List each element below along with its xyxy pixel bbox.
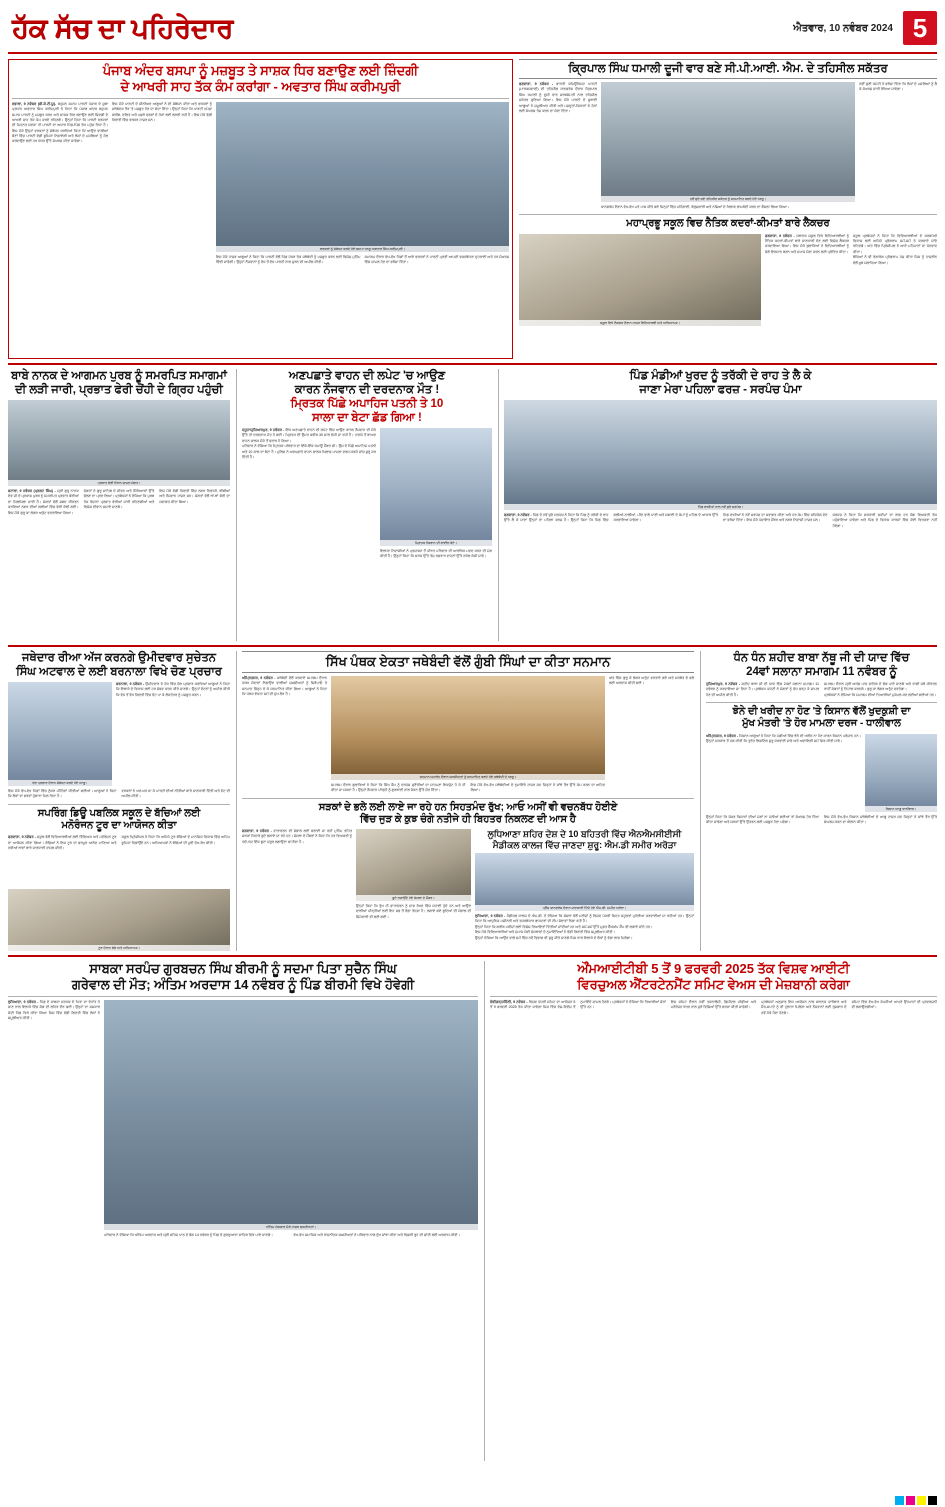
school-trip-body: ਸਕੂਲ ਵੱਲੋਂ ਵਿਦਿਆਰਥੀਆਂ ਲਈ ਵਿੱਦਿਅਕ ਅਤੇ ਮਨੋਰੰਜਨ ਟੂਰ ਦਾ ਆਯੋਜਨ ਕੀਤਾ ਗਿਆ। ਬੱਚਿਆਂ ਨੇ ਇਸ ਟੂਰ ਦਾ ਭਰਪੂਰ ਆਨੰਦ ਮਾਣਿਆ ਅਤੇ ਨਵੀਆਂ ਥਾਵਾਂ ਬਾਰੇ ਜਾਣਕਾਰੀ ਹਾਸਲ ਕੀਤੀ। (8, 835, 117, 850)
election-body: ਉਮੀਦਵਾਰ ਦੇ ਹੱਕ ਵਿੱਚ ਚੋਣ ਪ੍ਰਚਾਰ ਕਰਦਿਆਂ ਆਗੂਆਂ ਨੇ ਕਿਹਾ ਕਿ ਇਲਾਕੇ ਦੇ ਵਿਕਾਸ ਲਈ ਹਰ ਸੰਭਵ ਯਤਨ ਕੀਤੇ ਜਾਣਗੇ। ਉਨ੍ਹਾਂ ਵੋਟਰਾਂ ਨੂੰ ਅਪੀਲ ਕੀਤੀ ਕਿ ਵੱਧ ਤੋਂ ਵੱਧ ਗਿਣਤੀ ਵਿੱਚ ਵੋਟ ਪਾ ਕੇ ਲੋਕਤੰਤਰ ਨੂੰ ਮਜ਼ਬੂਤ ਕਰਨ। (116, 682, 231, 697)
election-photo (8, 682, 112, 786)
lead-story (8, 59, 513, 359)
accident-headline-line4: ਸਾਲਾ ਦਾ ਬੇਟਾ ਛੱਡ ਗਿਆ ! (312, 412, 422, 425)
masthead-right (793, 11, 937, 45)
section-row-3 (8, 651, 937, 951)
school-lecture-headline: ਮਹਾਪ੍ਰਭੂ ਸਕੂਲ ਵਿਚ ਨੈਤਿਕ ਕਦਰਾਂ-ਕੀਮਤਾਂ ਬਾਰੇ ਲੈਕਚਰ (626, 218, 830, 230)
lead-text-col-2 (112, 102, 212, 355)
nanak-body2: ਸੰਗਤਾਂ ਨੇ ਗੁਰੂ ਸਾਹਿਬ ਦੇ ਜੀਵਨ ਅਤੇ ਸਿੱਖਿਆਵਾਂ ਉੱਤੇ ਚੱਲਣ ਦਾ ਪ੍ਰਣ ਲਿਆ। ਪ੍ਰਬੰਧਕਾਂ ਨੇ ਦੱਸਿਆ ਕਿ ਪੁਰਬ ਤੱਕ ਰੋਜ਼ਾਨਾ ਪ੍ਰਭਾਤ ਫੇਰੀਆਂ ਜਾਰੀ ਰਹਿਣਗੀਆਂ ਅਤੇ ਵਿਸ਼ੇਸ਼ ਦੀਵਾਨ ਸਜਾਏ ਜਾਣਗੇ। (83, 489, 155, 510)
roads-dateline: ਫਗਵਾੜਾ, 9 ਨਵੰਬਰ - (242, 829, 272, 834)
summit-headline-line2: ਵਿਰਚੁਅਲ ਐਂਟਰਟੇਨਮੈਂਟ ਸਮਿਟ ਵੇਅਸ ਦੀ ਮੇਜ਼ਬਾਨੀ ਕਰੇਗਾ (577, 976, 850, 992)
medical-photo (475, 853, 694, 911)
top-right-body: ਭਾਰਤੀ ਕਮਿਊਨਿਸਟ ਪਾਰਟੀ (ਮਾਰਕਸਵਾਦੀ) ਦੀ ਤਹਿਸੀਲ ਕਾਨਫਰੰਸ ਦੌਰਾਨ ਕ੍ਰਿਪਾਲ ਸਿੰਘ ਧਮਾਲੀ ਨੂੰ ਦੂਜੀ ਵਾਰ ਸਰਬਸੰਮਤੀ ਨਾਲ ਤਹਿਸੀਲ ਸਕੱਤਰ ਚੁਣਿਆ ਗਿਆ। ਇਸ ਮੌਕੇ ਪਾਰਟੀ ਦੇ ਸੂਬਾਈ ਆਗੂਆਂ ਨੇ ਸ਼ਮੂਲੀਅਤ ਕੀਤੀ ਅਤੇ ਮਜ਼ਦੂਰਾਂ-ਕਿਸਾਨਾਂ ਦੇ ਹੱਕਾਂ ਲਈ ਸੰਘਰਸ਼ ਤੇਜ਼ ਕਰਨ ਦਾ ਸੱਦਾ ਦਿੱਤਾ। (519, 82, 598, 113)
medical-photo-caption: ਪ੍ਰੈੱਸ ਕਾਨਫਰੰਸ ਦੌਰਾਨ ਜਾਣਕਾਰੀ ਦਿੰਦੇ ਹੋਏ ਐਮ.ਡੀ. ਸਮੀਰ ਅਰੋੜਾ। (475, 905, 694, 911)
martyr-body3: ਪ੍ਰਬੰਧਕਾਂ ਨੇ ਦੱਸਿਆ ਕਿ ਸਮਾਗਮ ਦੀਆਂ ਤਿਆਰੀਆਂ ਮੁਕੰਮਲ ਕਰ ਲਈਆਂ ਗਈਆਂ ਹਨ। (824, 692, 937, 697)
accident-body2: ਪਰਿਵਾਰ ਨੇ ਦੱਸਿਆ ਕਿ ਮ੍ਰਿਤਕ ਪਰਿਵਾਰ ਦਾ ਇੱਕੋ-ਇੱਕ ਕਮਾਊ ਮੈਂਬਰ ਸੀ। ਉਸ ਦੇ ਪਿੱਛੇ ਅਪਾਹਿਜ ਪਤਨੀ ਅਤੇ 10 ਸਾਲ ਦਾ ਬੇਟਾ ਹੈ। ਪੁਲਿਸ ਨੇ ਅਣਪਛਾਤੇ ਵਾਹਨ ਚਾਲਕ ਖ਼ਿਲਾਫ਼ ਮਾਮਲਾ ਦਰਜ ਕਰਕੇ ਜਾਂਚ ਸ਼ੁਰੂ ਕਰ ਦਿੱਤੀ ਹੈ। (242, 444, 376, 460)
nanak-photo (8, 400, 230, 486)
nanak-photo-caption: ਪ੍ਰਭਾਤ ਫੇਰੀ ਦੌਰਾਨ ਸ਼ਾਮਲ ਸੰਗਤ। (8, 480, 230, 486)
election-body3: ਵਰਕਰਾਂ ਨੇ ਘਰ-ਘਰ ਜਾ ਕੇ ਪਾਰਟੀ ਦੀਆਂ ਨੀਤੀਆਂ ਬਾਰੇ ਜਾਣਕਾਰੀ ਦਿੱਤੀ ਅਤੇ ਵੋਟ ਦੀ ਅਪੀਲ ਕੀਤੀ। (121, 789, 230, 799)
page-number-badge: 5 (903, 11, 937, 45)
section-row-4 (8, 961, 937, 1461)
top-right-headline: ਕ੍ਰਿਪਾਲ ਸਿੰਘ ਧਮਾਲੀ ਦੂਜੀ ਵਾਰ ਬਣੇ ਸੀ.ਪੀ.ਆਈ. ਐਮ. ਦੇ ਤਹਿਸੀਲ ਸਕੱਤਰ (519, 59, 937, 79)
election-story (8, 651, 230, 951)
top-right-photo-caption: ਨਵੇਂ ਚੁਣੇ ਗਏ ਤਹਿਸੀਲ ਸਕੱਤਰ ਨੂੰ ਸਨਮਾਨਿਤ ਕਰਦੇ ਹੋਏ ਆਗੂ। (601, 196, 855, 202)
roads-headline-2: ਵਿੱਚ ਜੁੜ ਕੇ ਕੁਝ ਚੰਗੇ ਨਤੀਜੇ ਹੀ ਬਿਹਤਰ ਨਿਕਲਣ ਦੀ ਆਸ ਹੈ (360, 813, 576, 825)
top-right-body3: ਨਵੀਂ ਚੁਣੀ ਕਮੇਟੀ ਨੇ ਭਰੋਸਾ ਦਿੱਤਾ ਕਿ ਲੋਕਾਂ ਦੇ ਮਸਲਿਆਂ ਨੂੰ ਲੈ ਕੇ ਸੰਘਰਸ਼ ਜਾਰੀ ਰੱਖਿਆ ਜਾਵੇਗਾ। (859, 82, 937, 92)
nanak-headline-line1: ਬਾਬੇ ਨਾਨਕ ਦੇ ਆਗਮਨ ਪੁਰਬ ਨੂੰ ਸਮਰਪਿਤ ਸਮਾਗਮਾਂ (11, 370, 227, 382)
election-body2: ਇਸ ਮੌਕੇ ਵੱਖ-ਵੱਖ ਪਿੰਡਾਂ ਵਿੱਚ ਨੁੱਕੜ ਮੀਟਿੰਗਾਂ ਕੀਤੀਆਂ ਗਈਆਂ। ਆਗੂਆਂ ਨੇ ਕਿਹਾ ਕਿ ਲੋਕਾਂ ਦਾ ਭਰਵਾਂ ਹੁੰਗਾਰਾ ਮਿਲ ਰਿਹਾ ਹੈ। (8, 789, 117, 799)
martyr-dateline: ਹੁਸ਼ਿਆਰਪੁਰ, 9 ਨਵੰਬਰ - (706, 682, 741, 687)
nanak-headline-line2: ਦੀ ਲੜੀ ਜਾਰੀ, ਪ੍ਰਭਾਤ ਫੇਰੀ ਚੋਂਹੀ ਦੇ ਗ੍ਰਿਹ ਪਹੁੰਚੀ (15, 384, 223, 397)
school-lecture-body3: ਬੱਚਿਆਂ ਨੇ ਵੀ ਰੰਗਾਰੰਗ ਪ੍ਰੋਗਰਾਮ ਪੇਸ਼ ਕੀਤਾ ਜਿਸ ਨੂੰ ਹਾਜ਼ਰੀਨ ਵੱਲੋਂ ਖ਼ੂਬ ਸਲਾਹਿਆ ਗਿਆ। (853, 255, 937, 265)
summit-headline-line1: ਔਂਮਆਈਟੀਬੀ 5 ਤੋਂ 9 ਫਰਵਰੀ 2025 ਤੱਕ ਵਿਸ਼ਵ ਆਈਟੀ (577, 961, 850, 976)
section-row-2 (8, 369, 937, 641)
sikh-panth-body: ਜਥੇਬੰਦੀ ਵੱਲੋਂ ਕਰਵਾਏ ਸਮਾਗਮ ਦੌਰਾਨ ਪੰਥਕ ਸੇਵਾਵਾਂ ਨਿਭਾਉਣ ਵਾਲੀਆਂ ਸ਼ਖ਼ਸੀਅਤਾਂ ਨੂੰ ਸਿਰੋਪਾਓ ਤੇ ਸਨਮਾਨ ਚਿੰਨ੍ਹ ਦੇ ਕੇ ਸਨਮਾਨਿਤ ਕੀਤਾ ਗਿਆ। ਆਗੂਆਂ ਨੇ ਕਿਹਾ ਕਿ ਪੰਥਕ ਏਕਤਾ ਸਮੇਂ ਦੀ ਮੁੱਖ ਲੋੜ ਹੈ। (242, 675, 328, 697)
school-trip-photo-caption: ਟੂਰ ਦੌਰਾਨ ਬੱਚੇ ਅਤੇ ਅਧਿਆਪਕ। (8, 945, 230, 951)
lead-text-col-1 (12, 102, 108, 355)
nanak-body3: ਇਸ ਮੌਕੇ ਵੱਡੀ ਗਿਣਤੀ ਵਿੱਚ ਨਗਰ ਨਿਵਾਸੀ, ਬੀਬੀਆਂ ਅਤੇ ਨੌਜਵਾਨ ਹਾਜ਼ਰ ਸਨ। ਸੰਗਤਾਂ ਵੱਲੋਂ ਥਾਂ-ਥਾਂ ਫੇਰੀ ਦਾ ਸਵਾਗਤ ਕੀਤਾ ਗਿਆ। (159, 489, 230, 504)
color-registration-marks (895, 1496, 937, 1505)
election-headline-line2: ਸਿੰਘ ਅਟਵਾਲ ਦੇ ਲਈ ਬਰਨਾਲਾ ਵਿਖੇ ਚੋਣ ਪ੍ਰਚਾਰ (16, 666, 222, 679)
roads-body3: ਇਸ ਮੌਕੇ ਵਿਦਿਆਰਥੀਆਂ ਅਤੇ ਸਮਾਜ ਸੇਵੀ ਸੰਸਥਾਵਾਂ ਦੇ ਨੁਮਾਇੰਦਿਆਂ ਨੇ ਵੱਡੀ ਗਿਣਤੀ ਵਿੱਚ ਸ਼ਮੂਲੀਅਤ ਕੀਤੀ। (475, 930, 615, 935)
sikh-panth-story (236, 651, 694, 951)
accident-body: ਇੱਕ ਅਣਪਛਾਤੇ ਵਾਹਨ ਦੀ ਲਪੇਟ ਵਿੱਚ ਆਉਣ ਕਾਰਨ ਨੌਜਵਾਨ ਦੀ ਮੌਕੇ ਉੱਤੇ ਹੀ ਦਰਦਨਾਕ ਮੌਤ ਹੋ ਗਈ। ਮ੍ਰਿਤਕ ਦੀ ਉਮਰ ਕਰੀਬ 30 ਸਾਲ ਦੱਸੀ ਜਾ ਰਹੀ ਹੈ। ਹਾਦਸੇ ਤੋਂ ਬਾਅਦ ਵਾਹਨ ਚਾਲਕ ਮੌਕੇ ਤੋਂ ਫਰਾਰ ਹੋ ਗਿਆ। (242, 428, 377, 443)
top-right-body2: ਕਾਨਫਰੰਸ ਦੌਰਾਨ ਵੱਖ-ਵੱਖ ਮਤੇ ਪਾਸ ਕੀਤੇ ਗਏ ਜਿਨ੍ਹਾਂ ਵਿੱਚ ਮਹਿੰਗਾਈ, ਬੇਰੁਜ਼ਗਾਰੀ ਅਤੇ ਨਸ਼ਿਆਂ ਦੇ ਖਿਲਾਫ ਲਾਮਬੰਦੀ ਕਰਨ ਦਾ ਫੈਸਲਾ ਲਿਆ ਗਿਆ। (601, 205, 790, 210)
village-story (498, 369, 937, 641)
martyr-story (700, 651, 937, 951)
roads-photo (356, 829, 471, 901)
village-headline-line2: ਜਾਣਾ ਮੇਰਾ ਪਹਿਲਾ ਫਰਜ਼ - ਸਰਪੰਚ ਪੰਮਾ (639, 384, 802, 397)
obituary-headline-line2: ਗਰੇਵਾਲ ਦੀ ਮੌਤ; ਅੰਤਿਮ ਅਰਦਾਸ 14 ਨਵੰਬਰ ਨੂੰ ਪਿੰਡ ਬੀਰਮੀ ਵਿਖੇ ਹੋਵੇਗੀ (71, 976, 415, 992)
school-trip-headline-line1: ਸਪਰਿੰਗ ਡਿਊ ਪਬਲਿਕ ਸਕੂਲ ਦੇ ਬੱਚਿਆਂ ਲਈ (37, 807, 201, 819)
section-row-1 (8, 59, 937, 359)
sikh-panth-body4: ਅੰਤ ਵਿੱਚ ਗੁਰੂ ਕੇ ਲੰਗਰ ਅਤੁੱਟ ਵਰਤਾਏ ਗਏ ਅਤੇ ਸਰਬੱਤ ਦੇ ਭਲੇ ਲਈ ਅਰਦਾਸ ਕੀਤੀ ਗਈ। (609, 675, 694, 686)
village-headline-line1: ਪਿੰਡ ਮੰਡੀਆਂ ਖੁਰਦ ਨੂੰ ਤਰੱਕੀ ਦੇ ਰਾਹ ਤੇ ਲੈ ਕੇ (629, 370, 812, 382)
summit-dateline: ਚੰਡੀਗੜ੍ਹ/ਦਿੱਲੀ, 9 ਨਵੰਬਰ - (490, 999, 528, 1004)
election-dateline: ਬਰਨਾਲਾ, 9 ਨਵੰਬਰ - (116, 682, 145, 687)
school-trip-headline-line2: ਮਨੋਰੰਜਨ ਟੂਰ ਦਾ ਆਯੋਜਨ ਕੀਤਾ (61, 820, 177, 831)
medical-dateline: ਲੁਧਿਆਣਾ, 9 ਨਵੰਬਰ - (475, 913, 506, 918)
village-dateline: ਫਗਵਾੜਾ, 9 ਨਵੰਬਰ - (504, 513, 532, 518)
roads-body2: ਉਨ੍ਹਾਂ ਕਿਹਾ ਕਿ ਰੁੱਖ ਹੀ ਵਾਤਾਵਰਨ ਨੂੰ ਸਾਫ ਰੱਖਣ ਵਿੱਚ ਸਹਾਈ ਹੁੰਦੇ ਹਨ ਅਤੇ ਆਉਣ ਵਾਲੀਆਂ ਪੀੜ੍ਹੀਆਂ ਲਈ ਇਹ ਸਭ ਤੋਂ ਵੱਡਾ ਤੋਹਫ਼ਾ ਹੈ। ਲਗਾਏ ਗਏ ਬੂਟਿਆਂ ਦੀ ਸੰਭਾਲ ਦੀ ਜ਼ਿੰਮੇਵਾਰੀ ਵੀ ਲਈ ਗਈ। (356, 904, 471, 919)
roads-headline: ਸੜਕਾਂ ਦੇ ਭਲੇ ਲਈ ਲਾਏ ਜਾ ਰਹੇ ਹਨ ਸਿਹਤਮੰਦ ਰੁੱਖ; ਆਓ ਅਸੀਂ ਵੀ ਵਚਨਬੱਧ ਹੋਈਏ (318, 801, 618, 813)
farmers-photo-caption: ਕਿਸਾਨ ਆਗੂ ਧਾਲੀਵਾਲ। (865, 806, 937, 812)
accident-headline-line1: ਅਣਪਛਾਤੇ ਵਾਹਨ ਦੀ ਲਪੇਟ 'ਚ ਆਉਣ (288, 370, 446, 382)
school-lecture-body2: ਸਕੂਲ ਪ੍ਰਬੰਧਕਾਂ ਨੇ ਕਿਹਾ ਕਿ ਵਿਦਿਆਰਥੀਆਂ ਦੇ ਸਰਬਪੱਖੀ ਵਿਕਾਸ ਲਈ ਅਜਿਹੇ ਪ੍ਰੋਗਰਾਮ ਸਮੇਂ-ਸਮੇਂ ਤੇ ਕਰਵਾਏ ਜਾਂਦੇ ਰਹਿਣਗੇ। ਅੰਤ ਵਿੱਚ ਪ੍ਰਿੰਸੀਪਲ ਨੇ ਆਏ ਮਹਿਮਾਨਾਂ ਦਾ ਧੰਨਵਾਦ ਕੀਤਾ। (853, 233, 937, 254)
lead-body: ਬਹੁਜਨ ਸਮਾਜ ਪਾਰਟੀ ਪੰਜਾਬ ਦੇ ਸੂਬਾ ਪ੍ਰਧਾਨ ਅਵਤਾਰ ਸਿੰਘ ਕਰੀਮਪੁਰੀ ਨੇ ਕਿਹਾ ਕਿ ਪੰਜਾਬ ਅੰਦਰ ਬਹੁਜਨ ਸਮਾਜ ਪਾਰਟੀ ਨੂੰ ਮਜ਼ਬੂਤ ਕਰਨ ਅਤੇ ਸਾਸ਼ਕ ਧਿਰ ਬਣਾਉਣ ਲਈ ਜ਼ਿੰਦਗੀ ਦੇ ਆਖਰੀ ਸਾਹ ਤੱਕ ਕੰਮ ਕਰਦੇ ਰਹਿਣਗੇ। ਉਨ੍ਹਾਂ ਕਿਹਾ ਕਿ ਪਾਰਟੀ ਵਰਕਰਾਂ ਦੀ ਮਿਹਨਤ ਸਦਕਾ ਹੀ ਪਾਰਟੀ ਦਾ ਅਧਾਰ ਪਿੰਡ-ਪਿੰਡ ਤੱਕ ਪਹੁੰਚ ਰਿਹਾ ਹੈ। ਇਸ ਮੌਕੇ ਉਨ੍ਹਾਂ ਵਰਕਰਾਂ ਨੂੰ ਸੰਬੋਧਨ ਕਰਦਿਆਂ ਕਿਹਾ ਕਿ ਆਉਣ ਵਾਲੀਆਂ ਚੋਣਾਂ ਵਿੱਚ ਪਾਰਟੀ ਵੱਡੀ ਭੂਮਿਕਾ ਨਿਭਾਏਗੀ ਅਤੇ ਲੋਕਾਂ ਦੇ ਮਸਲਿਆਂ ਨੂੰ ਹੱਲ ਕਰਵਾਉਣ ਲਈ ਹਰ ਪੱਧਰ ਉੱਤੇ ਸੰਘਰਸ਼ ਕੀਤਾ ਜਾਵੇਗਾ। (12, 101, 109, 144)
medical-body2: ਉਨ੍ਹਾਂ ਕਿਹਾ ਕਿ ਗਰੀਬ ਮਰੀਜ਼ਾਂ ਲਈ ਵਿਸ਼ੇਸ਼ ਰਿਆਇਤਾਂ ਦਿੱਤੀਆਂ ਜਾਂਦੀਆਂ ਹਨ ਅਤੇ ਸਮੇਂ-ਸਮੇਂ ਉੱਤੇ ਮੁਫ਼ਤ ਚੈੱਕਅੱਪ ਕੈਂਪ ਵੀ ਲਗਾਏ ਜਾਂਦੇ ਹਨ। (475, 924, 653, 929)
medical-headline-line1: ਲੁਧਿਆਣਾ ਸ਼ਹਿਰ ਦੇਸ਼ ਦੇ 10 ਬਹਿਤਰੀ ਵਿੱਚ ਐਨਐਮਸੀਈਸੀ (487, 829, 682, 840)
accident-body3: ਇਲਾਕਾ ਨਿਵਾਸੀਆਂ ਨੇ ਪ੍ਰਸ਼ਾਸਨ ਤੋਂ ਪੀੜਤ ਪਰਿਵਾਰ ਦੀ ਆਰਥਿਕ ਮਦਦ ਕਰਨ ਦੀ ਮੰਗ ਕੀਤੀ ਹੈ। ਉਨ੍ਹਾਂ ਕਿਹਾ ਕਿ ਸੜਕ ਉੱਤੇ ਤੇਜ਼ ਰਫ਼ਤਾਰ ਵਾਹਨਾਂ ਉੱਤੇ ਨਕੇਲ ਕੱਸੀ ਜਾਵੇ। (380, 549, 492, 559)
top-right-story (519, 59, 937, 359)
summit-story (484, 961, 937, 1461)
school-lecture-photo (519, 234, 761, 326)
roads-body: ਵਾਤਾਵਰਨ ਦੀ ਸੰਭਾਲ ਲਈ ਚਲਾਈ ਜਾ ਰਹੀ ਮੁਹਿੰਮ ਤਹਿਤ ਸੜਕਾਂ ਕਿਨਾਰੇ ਬੂਟੇ ਲਗਾਏ ਜਾ ਰਹੇ ਹਨ। ਸੰਸਥਾ ਦੇ ਮੈਂਬਰਾਂ ਨੇ ਕਿਹਾ ਕਿ ਹਰ ਵਿਅਕਤੀ ਨੂੰ ਘੱਟੋ-ਘੱਟ ਇੱਕ ਬੂਟਾ ਜ਼ਰੂਰ ਲਗਾਉਣਾ ਚਾਹੀਦਾ ਹੈ। (242, 829, 353, 844)
accident-victim-photo (380, 428, 492, 546)
sikh-panth-dateline: ਅੰਮ੍ਰਿਤਸਰ, 9 ਨਵੰਬਰ - (242, 675, 276, 680)
nanak-body: ਸ੍ਰੀ ਗੁਰੂ ਨਾਨਕ ਦੇਵ ਜੀ ਦੇ ਪ੍ਰਕਾਸ਼ ਪੁਰਬ ਨੂੰ ਸਮਰਪਿਤ ਪ੍ਰਭਾਤ ਫੇਰੀਆਂ ਦਾ ਸਿਲਸਿਲਾ ਜਾਰੀ ਹੈ। ਸੰਗਤਾਂ ਵੱਲੋਂ ਸ਼ਬਦ ਕੀਰਤਨ ਕਰਦਿਆਂ ਨਗਰ ਦੀਆਂ ਗਲੀਆਂ ਵਿੱਚ ਫੇਰੀ ਕੱਢੀ ਗਈ। ਇਸ ਮੌਕੇ ਗੁਰੂ ਕਾ ਲੰਗਰ ਅਤੁੱਟ ਵਰਤਾਇਆ ਗਿਆ। (8, 489, 79, 515)
top-right-col-1 (519, 82, 597, 210)
lead-photo (216, 102, 509, 252)
sikh-panth-body2: ਸਮਾਗਮ ਦੌਰਾਨ ਬੁਲਾਰਿਆਂ ਨੇ ਕਿਹਾ ਕਿ ਸਿੱਖ ਕੌਮ ਨੂੰ ਦਰਪੇਸ਼ ਚੁਣੌਤੀਆਂ ਦਾ ਸਾਹਮਣਾ ਇਕਜੁੱਟ ਹੋ ਕੇ ਹੀ ਕੀਤਾ ਜਾ ਸਕਦਾ ਹੈ। ਉਨ੍ਹਾਂ ਨੌਜਵਾਨ ਪੀੜ੍ਹੀ ਨੂੰ ਗੁਰਬਾਣੀ ਨਾਲ ਜੋੜਨ ਉੱਤੇ ਜ਼ੋਰ ਦਿੱਤਾ। (331, 782, 466, 793)
village-body2: ਪਿੰਡ ਵਾਸੀਆਂ ਨੇ ਨਵੇਂ ਸਰਪੰਚ ਦਾ ਸਵਾਗਤ ਕੀਤਾ ਅਤੇ ਹਰ ਕੰਮ ਵਿੱਚ ਸਹਿਯੋਗ ਦੇਣ ਦਾ ਭਰੋਸਾ ਦਿੱਤਾ। ਇਸ ਮੌਕੇ ਪੰਚਾਇਤ ਮੈਂਬਰ ਅਤੇ ਨਗਰ ਨਿਵਾਸੀ ਹਾਜ਼ਰ ਸਨ। (723, 513, 828, 523)
lead-headline-line2: ਦੇ ਆਖਰੀ ਸਾਹ ਤੱਕ ਕੰਮ ਕਰਾਂਗਾ - ਅਵਤਾਰ ਸਿੰਘ ਕਰੀਮਪੁਰੀ (120, 78, 401, 94)
school-lecture-dateline: ਫਗਵਾੜਾ, 9 ਨਵੰਬਰ - (765, 233, 795, 238)
obituary-body3: ਵੱਖ-ਵੱਖ ਸਮਾਜਿਕ ਅਤੇ ਰਾਜਨੀਤਕ ਸ਼ਖ਼ਸੀਅਤਾਂ ਨੇ ਪਰਿਵਾਰ ਨਾਲ ਦੁੱਖ ਸਾਂਝਾ ਕੀਤਾ ਅਤੇ ਵਿਛੜੀ ਰੂਹ ਦੀ ਸ਼ਾਂਤੀ ਲਈ ਅਰਦਾਸ ਕੀਤੀ। (293, 1232, 460, 1237)
farmers-photo (865, 734, 937, 812)
nanak-parkash-story (8, 369, 230, 641)
medical-body: ਮੈਡੀਕਲ ਕਾਲਜ ਦੇ ਐਮ.ਡੀ. ਨੇ ਦੱਸਿਆ ਕਿ ਸੰਸਥਾ ਵੱਲੋਂ ਮਰੀਜ਼ਾਂ ਨੂੰ ਵਿਸ਼ਵ ਪੱਧਰੀ ਸਿਹਤ ਸਹੂਲਤਾਂ ਮੁਹੱਈਆ ਕਰਵਾਈਆਂ ਜਾ ਰਹੀਆਂ ਹਨ। ਉਨ੍ਹਾਂ ਕਿਹਾ ਕਿ ਆਧੁਨਿਕ ਮਸ਼ੀਨਰੀ ਅਤੇ ਤਜਰਬੇਕਾਰ ਡਾਕਟਰਾਂ ਦੀ ਟੀਮ ਸੇਵਾਵਾਂ ਨਿਭਾ ਰਹੀ ਹੈ। (475, 913, 694, 924)
accident-dateline: ਦਸੂਹਾ/ਹੁਸ਼ਿਆਰਪੁਰ, 9 ਨਵੰਬਰ - (242, 428, 285, 433)
accident-photo-caption: ਮ੍ਰਿਤਕ ਨੌਜਵਾਨ ਦੀ ਫਾਈਲ ਫੋਟੋ। (380, 540, 492, 546)
summit-body3: ਪ੍ਰਬੰਧਕਾਂ ਅਨੁਸਾਰ ਇਸ ਆਯੋਜਨ ਨਾਲ ਸਥਾਨਕ ਕਾਰੋਬਾਰ ਅਤੇ ਸੈਰ-ਸਪਾਟੇ ਨੂੰ ਵੀ ਹੁਲਾਰਾ ਮਿਲੇਗਾ ਅਤੇ ਨੌਜਵਾਨਾਂ ਲਈ ਰੁਜ਼ਗਾਰ ਦੇ ਨਵੇਂ ਮੌਕੇ ਪੈਦਾ ਹੋਣਗੇ। (761, 999, 847, 1015)
martyr-body: ਸ਼ਹੀਦ ਬਾਬਾ ਜੀ ਦੀ ਯਾਦ ਵਿੱਚ 24ਵਾਂ ਸਲਾਨਾ ਸਮਾਗਮ 11 ਨਵੰਬਰ ਨੂੰ ਕਰਵਾਇਆ ਜਾ ਰਿਹਾ ਹੈ। ਪ੍ਰਬੰਧਕ ਕਮੇਟੀ ਨੇ ਸੰਗਤਾਂ ਨੂੰ ਵੱਧ ਚੜ੍ਹ ਕੇ ਸ਼ਾਮਲ ਹੋਣ ਦੀ ਅਪੀਲ ਕੀਤੀ ਹੈ। (706, 682, 819, 697)
lead-dateline: ਵਡਾਲਾ, 9 ਨਵੰਬਰ (ਬੀ.ਕੇ.ਟੀ.ਯੂ)- (12, 101, 57, 106)
top-right-col-3 (859, 82, 937, 210)
obituary-photo-caption: ਅੰਤਿਮ ਸੰਸਕਾਰ ਮੌਕੇ ਹਾਜ਼ਰ ਸ਼ਖ਼ਸੀਅਤਾਂ। (104, 1224, 478, 1230)
farmers-dateline: ਅੰਮ੍ਰਿਤਸਰ, 9 ਨਵੰਬਰ - (706, 733, 739, 738)
farmers-body2: ਉਨ੍ਹਾਂ ਕਿਹਾ ਕਿ ਜੇਕਰ ਕਿਸਾਨਾਂ ਦੀਆਂ ਮੰਗਾਂ ਨਾ ਮੰਨੀਆਂ ਗਈਆਂ ਤਾਂ ਸੰਘਰਸ਼ ਹੋਰ ਤਿੱਖਾ ਕੀਤਾ ਜਾਵੇਗਾ ਅਤੇ ਸੜਕਾਂ ਉੱਤੇ ਉਤਰਨ ਲਈ ਮਜਬੂਰ ਹੋਣਾ ਪਵੇਗਾ। (706, 814, 819, 824)
farmers-body: ਕਿਸਾਨ ਆਗੂਆਂ ਨੇ ਕਿਹਾ ਕਿ ਮੰਡੀਆਂ ਵਿੱਚ ਝੋਨੇ ਦੀ ਖਰੀਦ ਨਾ ਹੋਣ ਕਾਰਨ ਕਿਸਾਨ ਪਰੇਸ਼ਾਨ ਹਨ। ਉਨ੍ਹਾਂ ਸਰਕਾਰ ਤੋਂ ਮੰਗ ਕੀਤੀ ਕਿ ਤੁਰੰਤ ਲਿਫਟਿੰਗ ਸ਼ੁਰੂ ਕਰਵਾਈ ਜਾਵੇ ਅਤੇ ਅਦਾਇਗੀ ਸਮੇਂ ਸਿਰ ਕੀਤੀ ਜਾਵੇ। (706, 733, 861, 743)
obituary-body2: ਪਰਿਵਾਰ ਨੇ ਦੱਸਿਆ ਕਿ ਅੰਤਿਮ ਅਰਦਾਸ ਅਤੇ ਸ੍ਰੀ ਸਹਿਜ ਪਾਠ ਦੇ ਭੋਗ 14 ਨਵੰਬਰ ਨੂੰ ਪਿੰਡ ਦੇ ਗੁਰਦੁਆਰਾ ਸਾਹਿਬ ਵਿਖੇ ਪਾਏ ਜਾਣਗੇ। (104, 1232, 273, 1237)
obituary-body: ਪਿੰਡ ਦੇ ਸਾਬਕਾ ਸਰਪੰਚ ਦੇ ਪਿਤਾ ਦਾ ਦੇਹਾਂਤ ਹੋ ਜਾਣ ਨਾਲ ਇਲਾਕੇ ਵਿੱਚ ਸੋਗ ਦੀ ਲਹਿਰ ਦੌੜ ਗਈ। ਉਨ੍ਹਾਂ ਦਾ ਸਸਕਾਰ ਜੱਦੀ ਪਿੰਡ ਵਿਖੇ ਕੀਤਾ ਗਿਆ ਜਿਸ ਵਿੱਚ ਵੱਡੀ ਗਿਣਤੀ ਵਿੱਚ ਲੋਕਾਂ ਨੇ ਸ਼ਮੂਲੀਅਤ ਕੀਤੀ। (8, 999, 100, 1020)
school-trip-body2: ਸਕੂਲ ਪ੍ਰਿੰਸੀਪਲ ਨੇ ਕਿਹਾ ਕਿ ਅਜਿਹੇ ਟੂਰ ਬੱਚਿਆਂ ਦੇ ਮਾਨਸਿਕ ਵਿਕਾਸ ਵਿੱਚ ਅਹਿਮ ਭੂਮਿਕਾ ਨਿਭਾਉਂਦੇ ਹਨ। ਅਧਿਆਪਕਾਂ ਨੇ ਬੱਚਿਆਂ ਦੀ ਪੂਰੀ ਦੇਖ-ਰੇਖ ਕੀਤੀ। (121, 835, 230, 845)
sikh-panth-photo-caption: ਸਨਮਾਨ ਸਮਾਰੋਹ ਦੌਰਾਨ ਸ਼ਖ਼ਸੀਅਤਾਂ ਨੂੰ ਸਨਮਾਨਿਤ ਕਰਦੇ ਹੋਏ ਜਥੇਬੰਦੀ ਦੇ ਆਗੂ। (331, 774, 605, 780)
nanak-dateline: ਬਟਾਲਾ, 9 ਨਵੰਬਰ (ਪ੍ਰਗਟ ਸਿੰਘ) - (8, 489, 56, 494)
summit-body: ਵਿਸ਼ਵ ਪੱਧਰੀ ਸਮਿਟ ਦਾ ਆਯੋਜਨ 5 ਤੋਂ 9 ਫਰਵਰੀ 2025 ਤੱਕ ਕੀਤਾ ਜਾਵੇਗਾ ਜਿਸ ਵਿੱਚ ਦੇਸ਼-ਵਿਦੇਸ਼ ਤੋਂ ਨੁਮਾਇੰਦੇ ਸ਼ਾਮਲ ਹੋਣਗੇ। ਪ੍ਰਬੰਧਕਾਂ ਨੇ ਦੱਸਿਆ ਕਿ ਤਿਆਰੀਆਂ ਜ਼ੋਰਾਂ ਉੱਤੇ ਹਨ। (490, 999, 666, 1010)
martyr-headline-line1: ਧੰਨ ਧੰਨ ਸ਼ਹੀਦ ਬਾਬਾ ਨੱਥੂ ਜੀ ਦੀ ਯਾਦ ਵਿੱਚ (733, 652, 910, 664)
school-trip-photo (8, 889, 230, 951)
accident-headline-line2: ਕਾਰਨ ਨੌਜਵਾਨ ਦੀ ਦਰਦਨਾਕ ਮੌਤ ! (294, 384, 440, 397)
village-photo (504, 400, 937, 510)
roads-photo-caption: ਬੂਟੇ ਲਗਾਉਂਦੇ ਹੋਏ ਸੰਸਥਾ ਦੇ ਮੈਂਬਰ। (356, 895, 471, 901)
school-lecture-col-2 (853, 234, 937, 359)
issue-date: ਐਤਵਾਰ, 10 ਨਵੰਬਰ 2024 (793, 22, 893, 34)
obituary-story (8, 961, 478, 1461)
election-photo-caption: ਚੋਣ ਪ੍ਰਚਾਰ ਦੌਰਾਨ ਸੰਬੋਧਨ ਕਰਦੇ ਹੋਏ ਆਗੂ। (8, 780, 112, 786)
election-headline-line1: ਜਥੇਦਾਰ ਰੀਆ ਅੱਜ ਕਰਨਗੇ ਉਮੀਦਵਾਰ ਸੁਚੇਤਨ (21, 652, 216, 664)
summit-body2: ਇਸ ਸਮਿਟ ਦੌਰਾਨ ਨਵੀਂ ਤਕਨਾਲੋਜੀ, ਡਿਜੀਟਲ ਮੀਡੀਆ ਅਤੇ ਮਨੋਰੰਜਨ ਖੇਤਰ ਨਾਲ ਜੁੜੇ ਵਿਸ਼ਿਆਂ ਉੱਤੇ ਚਰਚਾ ਕੀਤੀ ਜਾਵੇਗੀ। (670, 999, 757, 1010)
lead-body4: ਸਮਾਗਮ ਦੌਰਾਨ ਵੱਖ-ਵੱਖ ਪਿੰਡਾਂ ਤੋਂ ਆਏ ਵਰਕਰਾਂ ਨੇ ਪਾਰਟੀ ਪ੍ਰਤੀ ਆਪਣੀ ਵਚਨਬੱਧਤਾ ਦੁਹਰਾਈ ਅਤੇ ਹਰ ਸੰਘਰਸ਼ ਵਿੱਚ ਸ਼ਾਮਲ ਹੋਣ ਦਾ ਭਰੋਸਾ ਦਿੱਤਾ। (364, 254, 509, 265)
medical-body3: ਉਨ੍ਹਾਂ ਦੱਸਿਆ ਕਿ ਆਉਣ ਵਾਲੇ ਸਮੇਂ ਵਿੱਚ ਨਵੇਂ ਵਿਭਾਗ ਵੀ ਸ਼ੁਰੂ ਕੀਤੇ ਜਾਣਗੇ ਜਿਸ ਨਾਲ ਇਲਾਕੇ ਦੇ ਲੋਕਾਂ ਨੂੰ ਵੱਡਾ ਲਾਭ ਮਿਲੇਗਾ। (475, 935, 633, 940)
village-body3: ਸਰਪੰਚ ਨੇ ਕਿਹਾ ਕਿ ਸਰਕਾਰੀ ਸਕੀਮਾਂ ਦਾ ਲਾਭ ਹਰ ਯੋਗ ਵਿਅਕਤੀ ਤੱਕ ਪਹੁੰਚਾਇਆ ਜਾਵੇਗਾ ਅਤੇ ਪਿੰਡ ਦੇ ਵਿਕਾਸ ਕਾਰਜਾਂ ਵਿੱਚ ਕੋਈ ਵਿਤਕਰਾ ਨਹੀਂ ਹੋਵੇਗਾ। (832, 513, 937, 528)
farmers-headline-line2: ਮੁੱਖ ਮੰਤਰੀ 'ਤੇ ਹੋਰ ਮਾਮਲਾ ਦਰਜ - ਧਾਲੀਵਾਲ (742, 718, 901, 730)
top-right-photo (601, 82, 855, 202)
sikh-panth-headline: ਸਿੱਖ ਪੰਥਕ ਏਕਤਾ ਜਥੇਬੰਦੀ ਵੱਲੋਂ ਗੁੰਬੀ ਸਿੰਘਾਂ ਦਾ ਕੀਤਾ ਸਨਮਾਨ (242, 651, 694, 673)
sikh-panth-photo (331, 676, 605, 780)
school-lecture-body: ਸਥਾਨਕ ਸਕੂਲ ਵਿਖੇ ਵਿਦਿਆਰਥੀਆਂ ਨੂੰ ਨੈਤਿਕ ਕਦਰਾਂ-ਕੀਮਤਾਂ ਬਾਰੇ ਜਾਣਕਾਰੀ ਦੇਣ ਲਈ ਵਿਸ਼ੇਸ਼ ਲੈਕਚਰ ਕਰਵਾਇਆ ਗਿਆ। ਇਸ ਮੌਕੇ ਬੁਲਾਰਿਆਂ ਨੇ ਵਿਦਿਆਰਥੀਆਂ ਨੂੰ ਚੰਗੇ ਇਨਸਾਨ ਬਣਨ ਅਤੇ ਸਮਾਜ ਸੇਵਾ ਕਰਨ ਲਈ ਪ੍ਰੇਰਿਤ ਕੀਤਾ। (765, 233, 850, 254)
school-lecture-col-1 (765, 234, 849, 359)
martyr-body2: ਸਮਾਗਮ ਦੌਰਾਨ ਸ੍ਰੀ ਅਖੰਡ ਪਾਠ ਸਾਹਿਬ ਦੇ ਭੋਗ ਪਾਏ ਜਾਣਗੇ ਅਤੇ ਰਾਗੀ ਜਥੇ ਕੀਰਤਨ ਰਾਹੀਂ ਸੰਗਤਾਂ ਨੂੰ ਨਿਹਾਲ ਕਰਨਗੇ। ਗੁਰੂ ਕਾ ਲੰਗਰ ਅਤੁੱਟ ਵਰਤੇਗਾ। (824, 682, 937, 692)
lead-photo-caption: ਵਰਕਰਾਂ ਨੂੰ ਸੰਬੋਧਨ ਕਰਦੇ ਹੋਏ ਬਸਪਾ ਆਗੂ ਅਵਤਾਰ ਸਿੰਘ ਕਰੀਮਪੁਰੀ। (216, 246, 509, 252)
school-trip-dateline: ਫਗਵਾੜਾ, 9 ਨਵੰਬਰ - (8, 835, 36, 840)
obituary-dateline: ਲੁਧਿਆਣਾ, 9 ਨਵੰਬਰ - (8, 999, 39, 1004)
lead-headline-line1: ਪੰਜਾਬ ਅੰਦਰ ਬਸਪਾ ਨੂੰ ਮਜ਼ਬੂਤ ਤੇ ਸਾਸ਼ਕ ਧਿਰ ਬਣਾਉਣ ਲਈ ਜ਼ਿੰਦਗੀ (102, 63, 419, 78)
accident-headline-line3: ਮ੍ਰਿਤਕ ਪਿੱਛੇ ਅਪਾਹਿਜ ਪਤਨੀ ਤੇ 10 (290, 398, 444, 411)
lead-body2: ਇਸ ਮੌਕੇ ਪਾਰਟੀ ਦੇ ਸੀਨੀਅਰ ਆਗੂਆਂ ਨੇ ਵੀ ਸੰਬੋਧਨ ਕੀਤਾ ਅਤੇ ਵਰਕਰਾਂ ਨੂੰ ਜਥੇਬੰਦਕ ਤੌਰ 'ਤੇ ਮਜ਼ਬੂਤ ਹੋਣ ਦਾ ਸੱਦਾ ਦਿੱਤਾ। ਉਨ੍ਹਾਂ ਕਿਹਾ ਕਿ ਪਾਰਟੀ ਹਮੇਸ਼ਾ ਗਰੀਬ, ਦਲਿਤ ਅਤੇ ਪਛੜੇ ਵਰਗਾਂ ਦੇ ਹੱਕਾਂ ਲਈ ਲੜਦੀ ਰਹੀ ਹੈ। ਇਸ ਮੌਕੇ ਵੱਡੀ ਗਿਣਤੀ ਵਿੱਚ ਵਰਕਰ ਹਾਜ਼ਰ ਸਨ। (112, 101, 212, 122)
obituary-photo (104, 1000, 478, 1230)
masthead (8, 6, 937, 54)
top-right-dateline: ਫਗਵਾੜਾ, 9 ਨਵੰਬਰ - (519, 82, 554, 87)
obituary-headline-line1: ਸਾਬਕਾ ਸਰਪੰਚ ਗੁਰਬਚਨ ਸਿੰਘ ਬੀਰਮੀ ਨੂੰ ਸਦਮਾ ਪਿਤਾ ਸੁਚੈਨ ਸਿੰਘ (89, 961, 397, 976)
farmers-headline-line1: ਝੋਨੇ ਦੀ ਖਰੀਦ ਨਾ ਹੋਣ 'ਤੇ ਕਿਸਾਨ ਵੱਲੋਂ ਖੁਦਕੁਸ਼ੀ ਦਾ (732, 706, 911, 718)
village-photo-caption: ਪਿੰਡ ਵਾਸੀਆਂ ਨਾਲ ਨਵੇਂ ਚੁਣੇ ਸਰਪੰਚ। (504, 504, 937, 510)
medical-headline-line2: ਮੈਡੀਕਲ ਕਾਲਜ ਵਿੱਚ ਜਾਣਦਾ ਸ਼ੁਰੂ: ਐਮ.ਡੀ ਸਮੀਰ ਅਰੋੜਾ (492, 839, 677, 850)
village-body: ਪਿੰਡ ਦੇ ਨਵੇਂ ਚੁਣੇ ਸਰਪੰਚ ਨੇ ਕਿਹਾ ਕਿ ਪਿੰਡ ਨੂੰ ਤਰੱਕੀ ਦੇ ਰਾਹ ਉੱਤੇ ਲੈ ਕੇ ਜਾਣਾ ਉਨ੍ਹਾਂ ਦਾ ਪਹਿਲਾ ਫਰਜ਼ ਹੈ। ਉਨ੍ਹਾਂ ਕਿਹਾ ਕਿ ਪਿੰਡ ਵਿੱਚ ਗਲੀਆਂ-ਨਾਲੀਆਂ, ਪੀਣ ਵਾਲੇ ਪਾਣੀ ਅਤੇ ਸਫਾਈ ਦੇ ਕੰਮਾਂ ਨੂੰ ਪਹਿਲ ਦੇ ਆਧਾਰ ਉੱਤੇ ਕਰਵਾਇਆ ਜਾਵੇਗਾ। (504, 513, 718, 523)
school-lecture-photo-caption: ਸਕੂਲ ਵਿਖੇ ਲੈਕਚਰ ਦੌਰਾਨ ਹਾਜ਼ਰ ਵਿਦਿਆਰਥੀ ਅਤੇ ਅਧਿਆਪਕ। (519, 320, 761, 326)
newspaper-logo: ਹੱਕ ਸੱਚ ਦਾ ਪਹਿਰੇਦਾਰ (12, 12, 234, 43)
accident-story (236, 369, 492, 641)
martyr-headline-line2: 24ਵਾਂ ਸਲਾਨਾ ਸਮਾਗਮ 11 ਨਵੰਬਰ ਨੂੰ (746, 666, 897, 679)
lead-body3: ਇਸ ਮੌਕੇ ਹਾਜ਼ਰ ਆਗੂਆਂ ਨੇ ਕਿਹਾ ਕਿ ਪਾਰਟੀ ਵੱਲੋਂ ਪਿੰਡ ਪੱਧਰ ਤੱਕ ਜਥੇਬੰਦੀ ਨੂੰ ਮਜ਼ਬੂਤ ਕਰਨ ਲਈ ਵਿਸ਼ੇਸ਼ ਮੁਹਿੰਮ ਵਿੱਢੀ ਜਾਵੇਗੀ। ਉਨ੍ਹਾਂ ਨੌਜਵਾਨਾਂ ਨੂੰ ਵੱਧ ਤੋਂ ਵੱਧ ਪਾਰਟੀ ਨਾਲ ਜੁੜਨ ਦੀ ਅਪੀਲ ਕੀਤੀ। (216, 254, 361, 265)
farmers-body3: ਇਸ ਮੌਕੇ ਵੱਖ-ਵੱਖ ਕਿਸਾਨ ਜਥੇਬੰਦੀਆਂ ਦੇ ਆਗੂ ਹਾਜ਼ਰ ਸਨ ਜਿਨ੍ਹਾਂ ਨੇ ਸਾਂਝੇ ਤੌਰ ਉੱਤੇ ਸੰਘਰਸ਼ ਕਰਨ ਦਾ ਐਲਾਨ ਕੀਤਾ। (824, 814, 937, 824)
sikh-panth-body3: ਇਸ ਮੌਕੇ ਵੱਖ-ਵੱਖ ਜਥੇਬੰਦੀਆਂ ਦੇ ਨੁਮਾਇੰਦੇ ਹਾਜ਼ਰ ਸਨ ਜਿਨ੍ਹਾਂ ਨੇ ਸਾਂਝੇ ਤੌਰ ਉੱਤੇ ਕੰਮ ਕਰਨ ਦਾ ਅਹਿਦ ਲਿਆ। (470, 782, 605, 793)
summit-body4: ਸਮਿਟ ਵਿੱਚ ਵੱਖ-ਵੱਖ ਕੰਪਨੀਆਂ ਆਪਣੇ ਉਤਪਾਦਾਂ ਦੀ ਪ੍ਰਦਰਸ਼ਨੀ ਵੀ ਲਗਾਉਣਗੀਆਂ। (851, 999, 937, 1010)
